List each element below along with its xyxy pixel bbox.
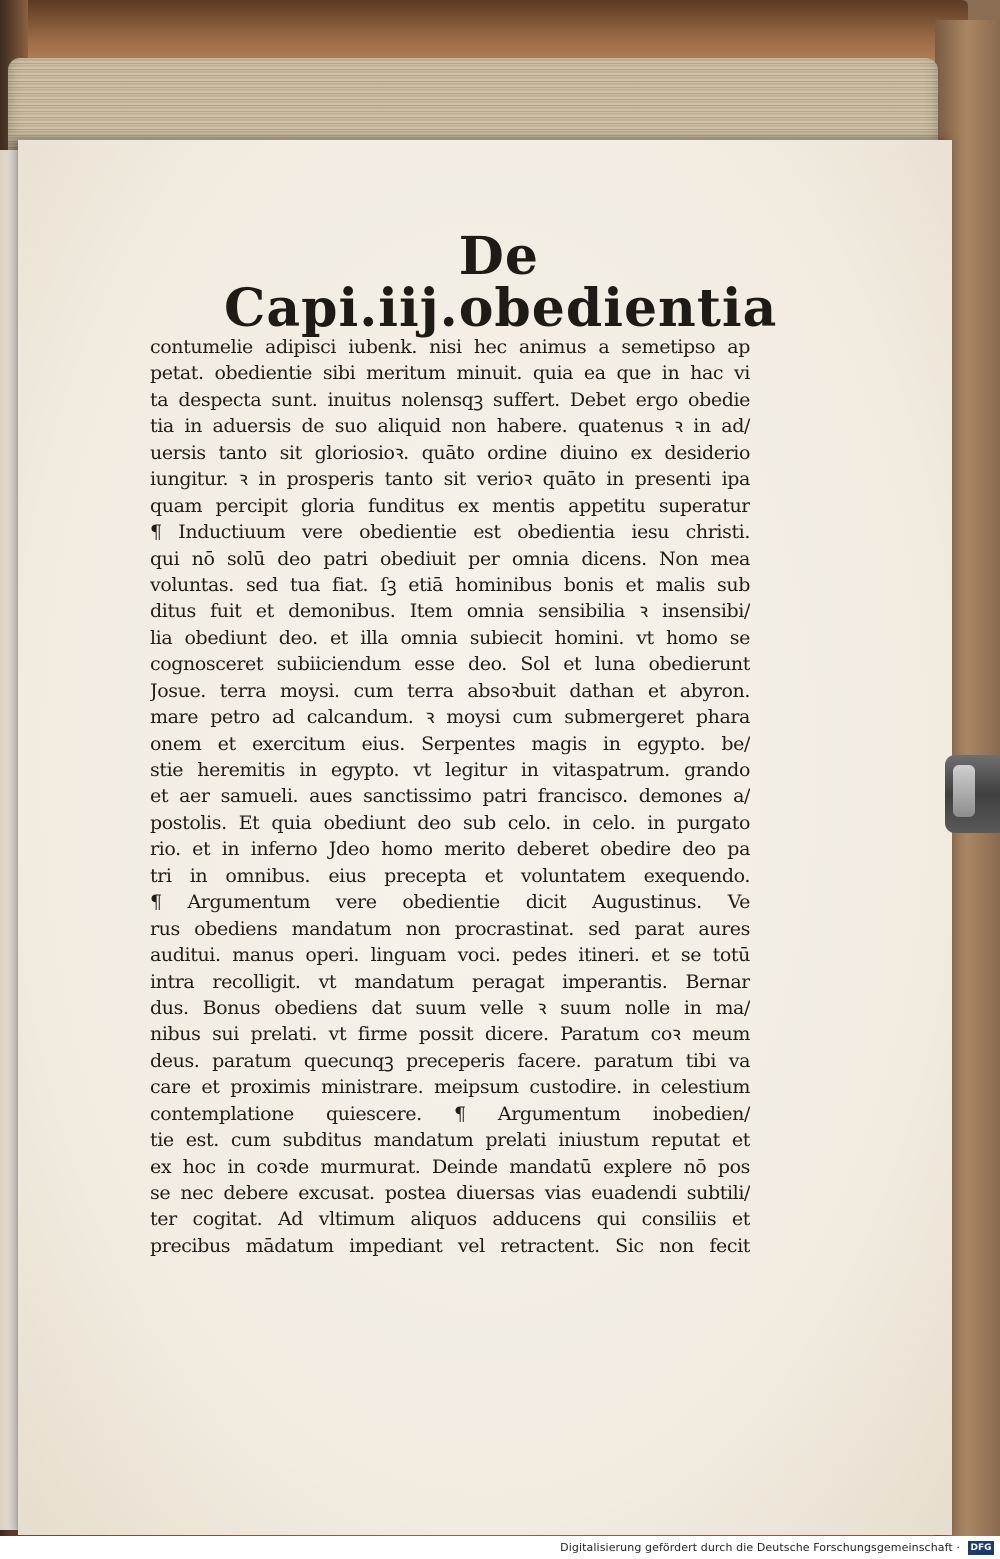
text-line: voluntas. sed tua fiat. ſꝫ etiā hominibus bonis et malis sub (150, 573, 750, 596)
page-clip-highlight (953, 765, 975, 817)
text-line: ex hoc in coꝛde murmurat. Deinde mandatū explere nō pos (150, 1155, 750, 1178)
text-line: ¶ Argumentum vere obedientie dicit Augustinus. Ve (150, 891, 750, 914)
text-line: iungitur. ꝛ in prosperis tanto sit verioꝛ quāto in presenti ipa (150, 468, 750, 491)
text-line: quam percipit gloria funditus ex mentis appetitu superatur (150, 494, 750, 517)
body-text (150, 334, 750, 1259)
text-line: cognosceret subiiciendum esse deo. Sol et luna obedierunt (150, 653, 750, 676)
text-line: tia in aduersis de suo aliquid non habere. quatenus ꝛ in ad/ (150, 415, 750, 438)
text-line: precibus mādatum impediant vel retractent. Sic non fecit (150, 1234, 750, 1257)
text-line: ter cogitat. Ad vltimum aliquos adducens qui consiliis et (150, 1208, 750, 1231)
text-line: lia obediunt deo. et illa omnia subiecit homini. vt homo se (150, 626, 750, 649)
chapter-title: De obedientia (458, 226, 778, 339)
text-line: mare petro ad calcandum. ꝛ moysi cum submergeret phara (150, 706, 750, 729)
chapter-number: Capi.iij. (224, 278, 459, 339)
text-line: et aer samueli. aues sanctissimo patri francisco. demones a/ (150, 785, 750, 808)
text-line: rio. et in inferno Jdeo homo merito deberet obedire deo pa (150, 838, 750, 861)
text-line: ditus fuit et demonibus. Item omnia sensibilia ꝛ insensibi/ (150, 600, 750, 623)
text-line: uersis tanto sit gloriosioꝛ. quāto ordine diuino ex desiderio (150, 441, 750, 464)
text-line: tie est. cum subditus mandatum prelati iniustum reputat et (150, 1129, 750, 1152)
text-line: auditui. manus operi. linguam voci. pedes itineri. et se totū (150, 944, 750, 967)
book-page-edges (8, 58, 938, 150)
text-line: postolis. Et quia obediunt deo sub celo. in celo. in purgato (150, 811, 750, 834)
footer-bar (0, 1536, 1000, 1559)
text-line: contumelie adipisci iubenk. nisi hec animus a semetipso ap (150, 336, 750, 358)
text-line: dus. Bonus obediens dat suum velle ꝛ suum nolle in ma/ (150, 996, 750, 1019)
chapter-heading (224, 226, 778, 339)
text-line: Josue. terra moysi. cum terra absoꝛbuit dathan et abyron. (150, 679, 750, 702)
text-line: petat. obedientie sibi meritum minuit. quia ea que in hac vi (150, 362, 750, 385)
dfg-logo: DFG (968, 1541, 994, 1555)
text-line: qui nō solū deo patri obediuit per omnia dicens. Non mea (150, 547, 750, 570)
text-line: contemplatione quiescere. ¶ Argumentum inobedien/ (150, 1102, 750, 1125)
text-line: tri in omnibus. eius precepta et voluntatem exequendo. (150, 864, 750, 887)
text-line: care et proximis ministrare. meipsum custodire. in celestium (150, 1076, 750, 1099)
text-line: ¶ Inductiuum vere obedientie est obedientia iesu christi. (150, 521, 750, 544)
text-line: ta despecta sunt. inuitus nolensqꝫ suffert. Debet ergo obedie (150, 388, 750, 411)
text-line: onem et exercitum eius. Serpentes magis in egypto. be/ (150, 732, 750, 755)
text-line: deus. paratum quecunqꝫ preceperis facere. paratum tibi va (150, 1049, 750, 1072)
text-line: se nec debere excusat. postea diuersas vias euadendi subtili/ (150, 1182, 750, 1204)
funding-credit: Digitalisierung gefördert durch die Deutsche Forschungsgemeinschaft · (560, 1541, 960, 1554)
text-line: stie heremitis in egypto. vt legitur in vitaspatrum. grando (150, 759, 750, 781)
text-line: intra recolligit. vt mandatum peragat imperantis. Bernar (150, 970, 750, 993)
text-line: rus obediens mandatum non procrastinat. sed parat aures (150, 917, 750, 940)
text-line: nibus sui prelati. vt firme possit dicere. Paratum coꝛ meum (150, 1023, 750, 1046)
